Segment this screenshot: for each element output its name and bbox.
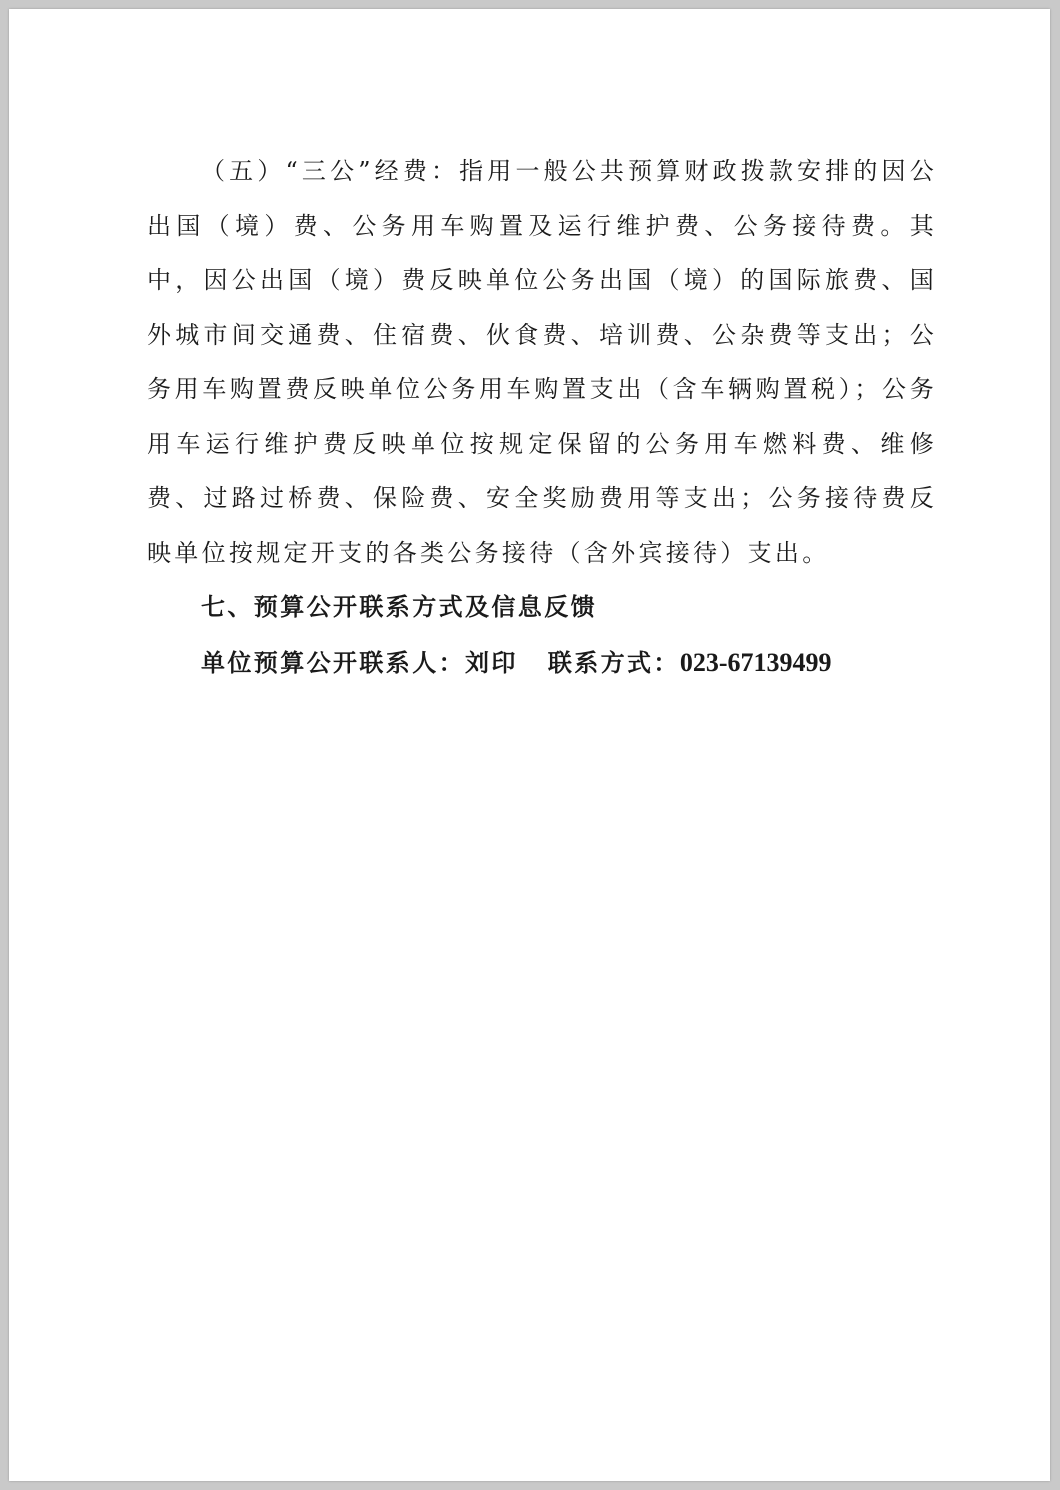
contact-person: 单位预算公开联系人：刘印 <box>201 649 518 677</box>
section-seven-heading: 七、预算公开联系方式及信息反馈 <box>201 593 597 621</box>
contact-phone: 023-67139499 <box>679 648 832 677</box>
document-page <box>9 9 1050 1481</box>
contact-method-label: 联系方式： <box>547 649 680 677</box>
three-public-expenses-paragraph: （五）“三公”经费：指用一般公共预算财政拨款安排的因公出国（境）费、公务用车购置及运行维护费、公务接待费。其中，因公出国（境）费反映单位公务出国（境）的国际旅费、国外城市间交通费、住宿费、伙食费、培训费、公杂费等支出；公务用车购置费反映单位公务用车购置支出（含车辆购置税）；公务用车运行维护费反映单位按规定保留的公务用车燃料费、维修费、过路过桥费、保险费、安全奖励费用等支出；公务接待费反映单位按规定开支的各类公务接待（含外宾接待）支出。 <box>147 157 937 567</box>
page-content <box>147 144 937 691</box>
contact-line <box>147 635 937 691</box>
